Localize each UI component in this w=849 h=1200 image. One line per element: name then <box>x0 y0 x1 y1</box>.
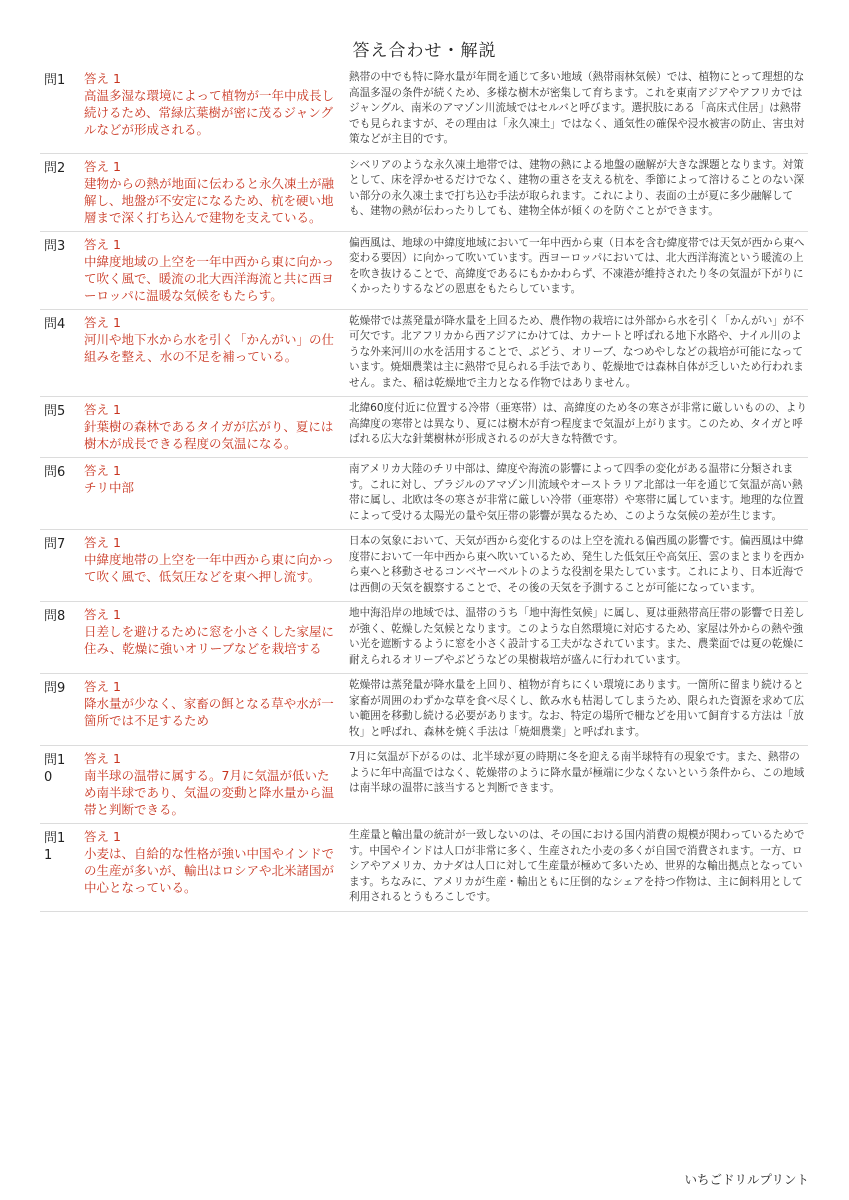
question-number: 問2 <box>44 160 66 176</box>
question-number: 問8 <box>44 609 66 624</box>
answer-cell <box>84 824 347 912</box>
answer-label: 答え 1 <box>84 314 121 330</box>
question-row <box>40 153 808 231</box>
explanation-text: 北緯60度付近に位置する冷帯（亜寒帯）は、高緯度のため冬の寒さが非常に厳しいものの、より高緯度の寒帯とは異なり、夏には樹木が育つ程度まで気温が上がります。このため、タイガと呼ばれる広大な針葉樹林が形成されるのが大きな特徴です。 <box>349 402 807 445</box>
question-number: 問6 <box>44 465 66 480</box>
answer-cell <box>84 397 347 458</box>
answer-table-body <box>40 66 808 911</box>
answer-cell <box>84 674 347 746</box>
answer-text: 中緯度地帯の上空を一年中西から東に向かって吹く風で、低気圧などを東へ押し流す。 <box>84 552 335 584</box>
explanation-text: 乾燥帯は蒸発量が降水量を上回り、植物が育ちにくい環境にあります。一箇所に留まり続けると家畜が周囲のわずかな草を食べ尽くし、飲み水も枯渇してしまうため、限られた資源を求めて広い範囲を移動し続ける必要があります。なお、特定の場所で柵などを用いて飼育する方法は「放牧」と呼ばれ、森林を焼く手法は「焼畑農業」と呼ばれます。 <box>349 679 805 738</box>
question-number-cell <box>40 309 84 397</box>
question-row <box>40 397 808 458</box>
answer-table <box>40 66 808 912</box>
question-number: 問11 <box>44 831 66 863</box>
question-row <box>40 824 808 912</box>
answer-cell <box>84 530 347 602</box>
answer-cell <box>84 153 347 231</box>
question-row <box>40 674 808 746</box>
question-row <box>40 66 808 153</box>
answer-label: 答え 1 <box>84 679 121 694</box>
answer-label: 答え 1 <box>84 751 121 766</box>
explanation-cell <box>347 746 808 824</box>
question-row <box>40 231 808 309</box>
answer-label: 答え 1 <box>84 402 121 417</box>
answer-text: 高温多湿な環境によって植物が一年中成長し続けるため、常緑広葉樹が密に茂るジャングルなどが形成される。 <box>84 88 335 137</box>
explanation-cell <box>347 602 808 674</box>
footer-brand: いちごドリルプリント <box>684 1172 809 1187</box>
answer-label: 答え 1 <box>84 158 121 174</box>
explanation-cell <box>347 397 808 458</box>
question-number-cell <box>40 153 84 231</box>
explanation-text: 乾燥帯では蒸発量が降水量を上回るため、農作物の栽培には外部から水を引く「かんがい」が不可欠です。北アフリカから西アジアにかけては、カナートと呼ばれる地下水路や、ナイル川のような外来河川の水を活用することで、ぶどう、オリーブ、なつめやしなどの栽培が可能になっています。焼畑農業は主に熱帯で見られる手法であり、乾燥地では森林自体が乏しいため行われません。また、稲は乾燥地で主力となる作物ではありません。 <box>349 314 805 389</box>
answer-cell <box>84 458 347 530</box>
explanation-cell <box>347 153 808 231</box>
answer-text: 南半球の温帯に属する。7月に気温が低いため南半球であり、気温の変動と降水量から温帯と判断できる。 <box>84 768 335 817</box>
answer-text: 河川や地下水から水を引く「かんがい」の仕組みを整え、水の不足を補っている。 <box>84 331 335 364</box>
answer-cell <box>84 746 347 824</box>
question-number-cell <box>40 231 84 309</box>
question-number-cell <box>40 674 84 746</box>
question-number-cell <box>40 824 84 912</box>
answer-text: 針葉樹の森林であるタイガが広がり、夏には樹木が成長できる程度の気温になる。 <box>84 419 334 451</box>
question-number: 問1 <box>44 73 66 88</box>
explanation-cell <box>347 66 808 153</box>
question-number-cell <box>40 530 84 602</box>
explanation-text: 7月に気温が下がるのは、北半球が夏の時期に冬を迎える南半球特有の現象です。また、熱帯のように年中高温ではなく、乾燥帯のように降水量が極端に少なくないという条件から、この地域は南半球の温帯に該当すると判断できます。 <box>349 751 805 794</box>
answer-label: 答え 1 <box>84 535 121 550</box>
explanation-cell <box>347 309 808 397</box>
explanation-text: シベリアのような永久凍土地帯では、建物の熱による地盤の融解が大きな課題となります。対策として、床を浮かせるだけでなく、建物の重さを支える杭を、季節によって溶けることのない深い部分の永久凍土まで打ち込む手法が取られます。これにより、表面の土が夏に多少融解しても、建物の熱が伝わったりしても、建物全体が傾くのを防ぐことができます。 <box>349 158 805 217</box>
explanation-text: 生産量と輸出量の統計が一致しないのは、その国における国内消費の規模が関わっているためです。中国やインドは人口が非常に多く、生産された小麦の多くが自国で消費されます。一方、ロシアやアメリカ、カナダは人口に対して生産量が極めて多いため、世界的な輸出拠点となっています。ちなみに、アメリカが生産・輸出ともに圧倒的なシェアを持つ作物は、主に飼料用として利用されるとうもろこしです。 <box>349 829 805 903</box>
answer-cell <box>84 231 347 309</box>
question-number: 問3 <box>44 238 66 254</box>
question-row <box>40 602 808 674</box>
answer-label: 答え 1 <box>84 236 121 252</box>
answer-cell <box>84 309 347 397</box>
answer-label: 答え 1 <box>84 829 121 844</box>
question-number-cell <box>40 66 84 153</box>
question-number: 問10 <box>44 753 66 785</box>
question-row <box>40 309 808 397</box>
answer-label: 答え 1 <box>84 71 121 86</box>
answer-cell <box>84 602 347 674</box>
question-number-cell <box>40 746 84 824</box>
answer-text: 降水量が少なく、家畜の餌となる草や水が一箇所では不足するため <box>84 696 334 728</box>
explanation-text: 日本の気象において、天気が西から変化するのは上空を流れる偏西風の影響です。偏西風は中緯度帯において一年中西から東へ吹いているため、発生した低気圧や高気圧、雲のまとまりを西から東へと移動させるコンベヤーベルトのような役割を果たしています。これにより、日本近海では西側の天気を観察することで、その後の天気を予測することが可能になっています。 <box>349 535 805 594</box>
question-number: 問9 <box>44 681 66 696</box>
explanation-text: 地中海沿岸の地域では、温帯のうち「地中海性気候」に属し、夏は亜熱帯高圧帯の影響で日差しが強く、乾燥した気候となります。このような自然環境に対応するため、家屋は外からの熱や強い光を遮断するように窓を小さく設計する工夫がなされています。また、農業面では夏の乾燥に耐えられるオリーブやぶどうなどの果樹栽培が盛んに行われています。 <box>349 607 805 666</box>
question-number: 問7 <box>44 537 66 552</box>
answer-cell <box>84 66 347 153</box>
question-row <box>40 458 808 530</box>
answer-text: 建物からの熱が地面に伝わると永久凍土が融解し、地盤が不安定になるため、杭を硬い地層まで深く打ち込んで建物を支えている。 <box>84 175 335 225</box>
question-number-cell <box>40 458 84 530</box>
explanation-cell <box>347 824 808 912</box>
question-number-cell <box>40 397 84 458</box>
question-row <box>40 530 808 602</box>
question-row <box>40 746 808 824</box>
answer-text: 日差しを避けるために窓を小さくした家屋に住み、乾燥に強いオリーブなどを栽培する <box>84 624 335 656</box>
explanation-text: 偏西風は、地球の中緯度地域において一年中西から東（日本を含む緯度帯では天気が西から東へ変わる要因）に向かって吹いています。西ヨーロッパにおいては、北大西洋海流という暖流の上を吹き抜けることで、高緯度であるにもかかわらず、不凍港が維持されたり冬の気温が下がりにくかったりするなどの恩恵をもたらしています。 <box>349 236 805 295</box>
explanation-cell <box>347 530 808 602</box>
answer-label: 答え 1 <box>84 607 121 622</box>
answer-text: チリ中部 <box>84 480 135 495</box>
explanation-text: 南アメリカ大陸のチリ中部は、緯度や海流の影響によって四季の変化がある温帯に分類されます。これに対し、ブラジルのアマゾン川流域やオーストラリア北部は一年を通じて気温が高い熱帯に属し、北欧は冬の寒さが非常に厳しい冷帯（亜寒帯）や寒帯に属しています。地理的な位置によって受ける太陽光の量や気圧帯の影響が異なるため、このような気候の差が生じます。 <box>349 463 804 522</box>
answer-label: 答え 1 <box>84 463 121 478</box>
explanation-cell <box>347 231 808 309</box>
explanation-cell <box>347 458 808 530</box>
page-title: 答え合わせ・解説 <box>352 41 497 61</box>
question-number-cell <box>40 602 84 674</box>
answer-text: 小麦は、自給的な性格が強い中国やインドでの生産が多いが、輸出はロシアや北米諸国が中心となっている。 <box>84 846 335 895</box>
explanation-cell <box>347 674 808 746</box>
question-number: 問4 <box>44 316 66 332</box>
answer-text: 中緯度地域の上空を一年中西から東に向かって吹く風で、暖流の北大西洋海流と共に西ヨーロッパに温暖な気候をもたらす。 <box>84 253 335 303</box>
question-number: 問5 <box>44 404 66 419</box>
explanation-text: 熱帯の中でも特に降水量が年間を通じて多い地域（熱帯雨林気候）では、植物にとって理想的な高温多湿の条件が続くため、多様な樹木が密集して育ちます。これを東南アジアやアフリカではジャングル、南米のアマゾン川流域ではセルバと呼びます。選択肢にある「高床式住居」は熱帯でも見られますが、その理由は「永久凍土」ではなく、通気性の確保や浸水被害の防止、害虫対策などが主目的です。 <box>349 71 805 145</box>
